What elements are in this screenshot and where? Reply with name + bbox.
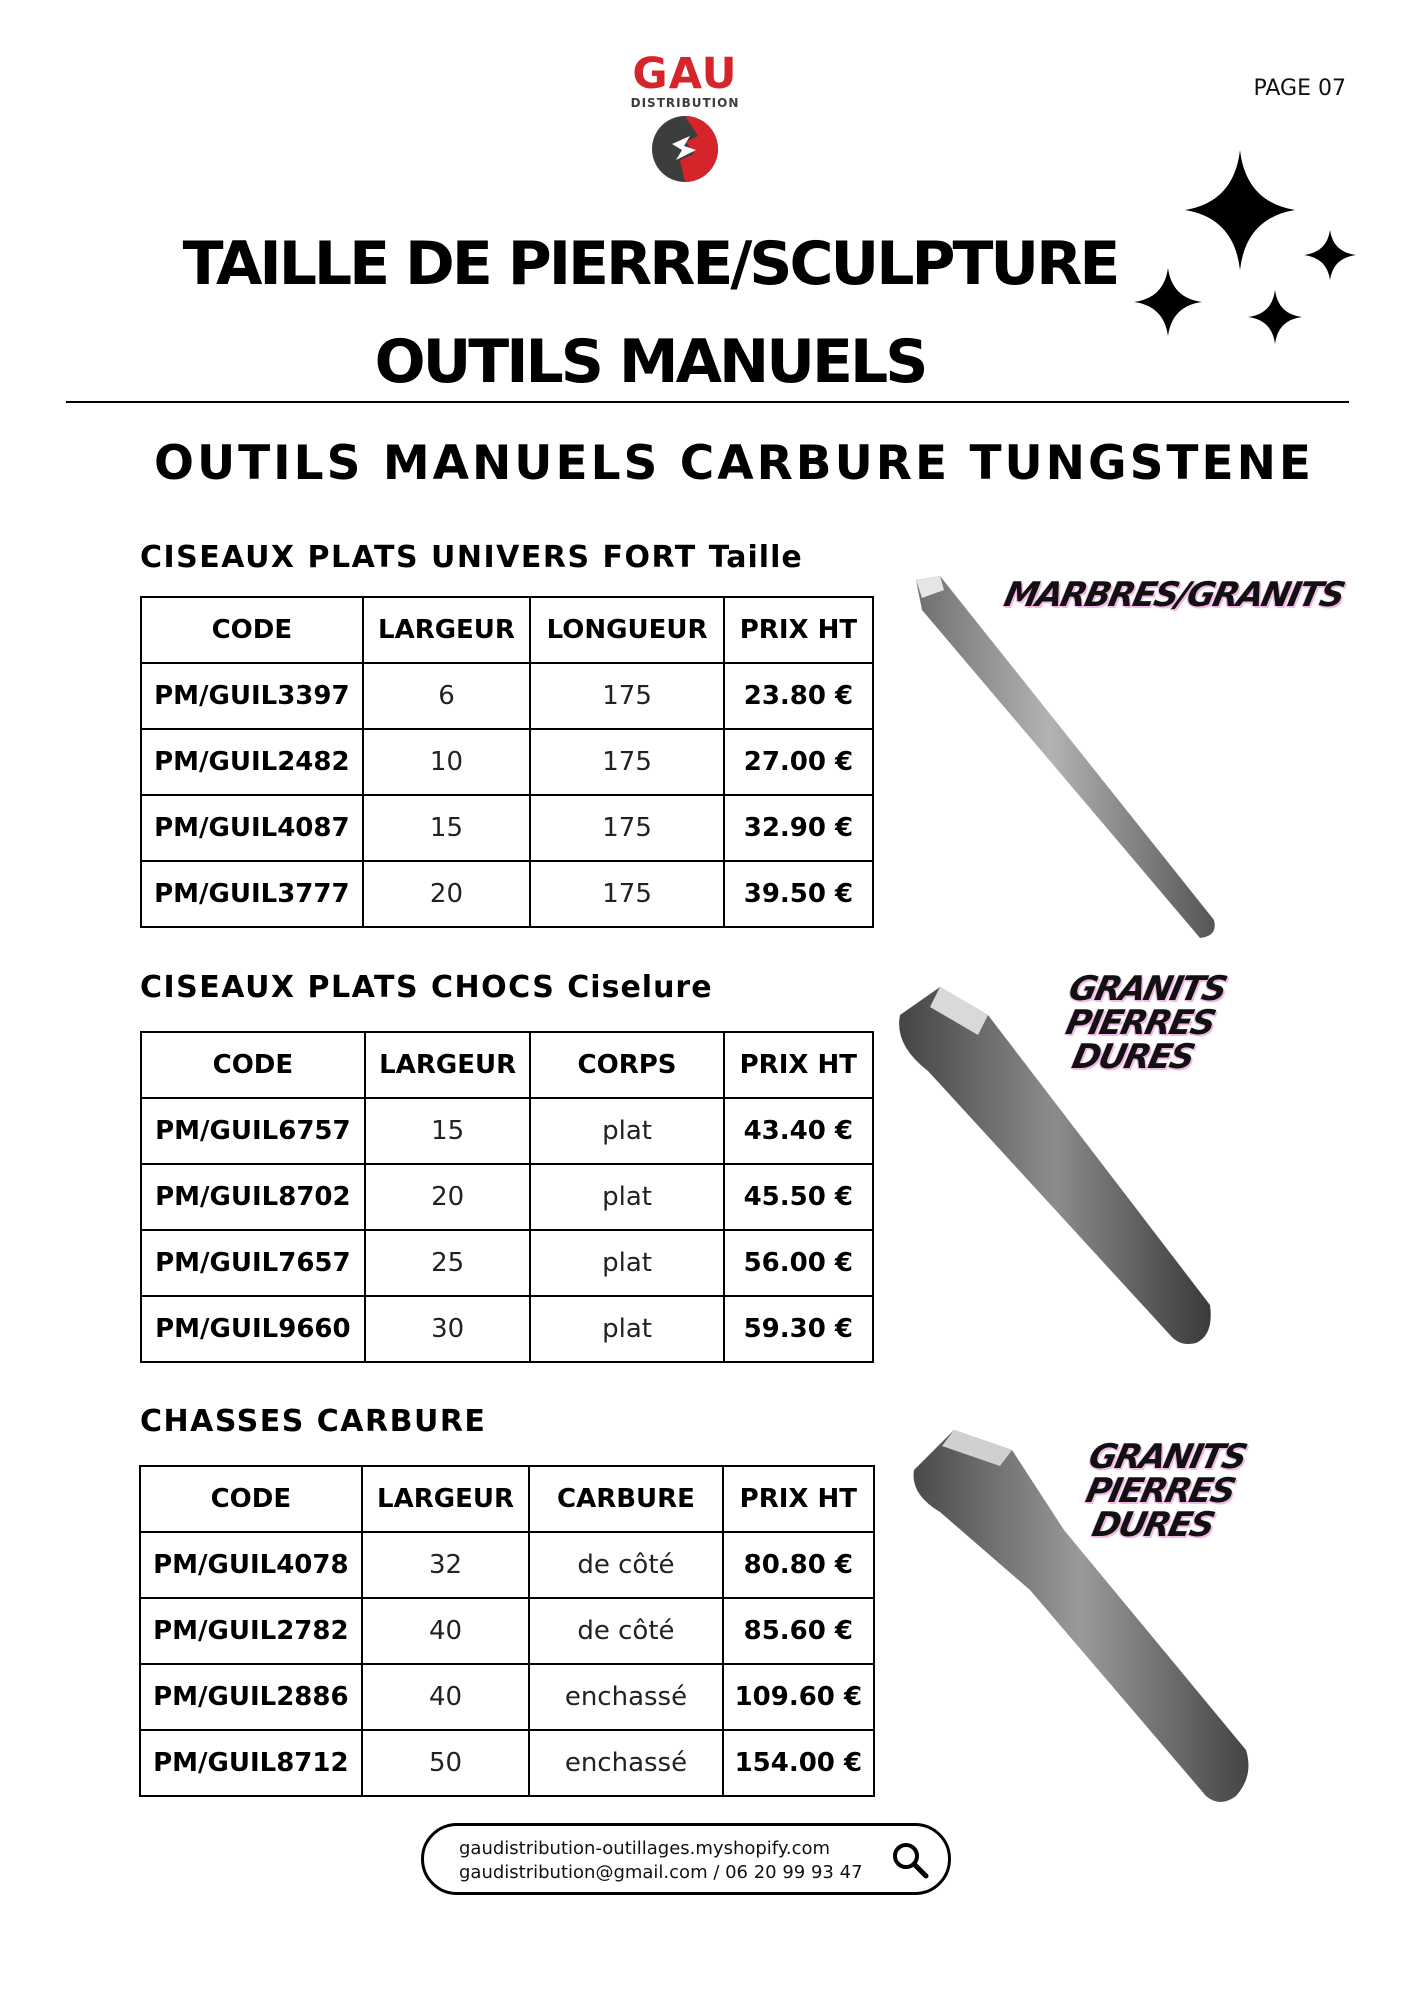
body-cell: plat <box>530 1098 723 1164</box>
table-row <box>141 1164 873 1230</box>
table-row <box>141 1296 873 1362</box>
price-cell: 80.80 € <box>723 1532 874 1598</box>
block-title-main: CISEAUX PLATS CHOCS <box>140 970 556 1005</box>
logo-subtext: DISTRIBUTION <box>630 96 740 110</box>
flat-chisel-image <box>900 560 1240 950</box>
column-header: CARBURE <box>529 1466 722 1532</box>
body-cell: plat <box>530 1230 723 1296</box>
table-header-row <box>140 1466 874 1532</box>
width-cell: 20 <box>365 1164 531 1230</box>
column-header: CORPS <box>530 1032 723 1098</box>
width-cell: 6 <box>363 663 531 729</box>
price-cell: 154.00 € <box>723 1730 874 1796</box>
block-title-ciseaux-chocs <box>140 970 713 1005</box>
material-tag <box>994 969 1286 1077</box>
table-row <box>141 1098 873 1164</box>
column-header: LONGUEUR <box>530 597 724 663</box>
material-tag <box>1014 1437 1306 1545</box>
body-cell: plat <box>530 1296 723 1362</box>
table-row <box>140 1532 874 1598</box>
table-row <box>141 663 873 729</box>
price-table-chasses <box>139 1465 875 1797</box>
product-code: PM/GUIL2482 <box>141 729 363 795</box>
logo-emblem-icon <box>650 114 720 184</box>
block-title-main: CHASSES CARBURE <box>140 1404 487 1439</box>
table-row <box>140 1664 874 1730</box>
product-code: PM/GUIL9660 <box>141 1296 365 1362</box>
product-code: PM/GUIL3777 <box>141 861 363 927</box>
length-cell: 175 <box>530 795 724 861</box>
price-cell: 85.60 € <box>723 1598 874 1664</box>
column-header: PRIX HT <box>724 1032 873 1098</box>
price-cell: 27.00 € <box>724 729 873 795</box>
product-code: PM/GUIL4087 <box>141 795 363 861</box>
product-code: PM/GUIL7657 <box>141 1230 365 1296</box>
block-title-tail: Ciselure <box>567 970 713 1005</box>
width-cell: 15 <box>363 795 531 861</box>
page-number: PAGE 07 <box>1253 76 1346 101</box>
block-title-main: CISEAUX PLATS UNIVERS FORT <box>140 540 697 575</box>
table-row <box>140 1730 874 1796</box>
price-cell: 56.00 € <box>724 1230 873 1296</box>
carbide-cell: de côté <box>529 1532 722 1598</box>
title-divider <box>66 401 1349 403</box>
table-row <box>141 861 873 927</box>
price-cell: 43.40 € <box>724 1098 873 1164</box>
width-cell: 32 <box>362 1532 530 1598</box>
material-tag <box>1000 575 1348 615</box>
table-row <box>141 1230 873 1296</box>
product-code: PM/GUIL6757 <box>141 1098 365 1164</box>
price-table-ciseaux-univers <box>140 596 874 928</box>
width-cell: 40 <box>362 1598 530 1664</box>
table-header-row <box>141 1032 873 1098</box>
column-header: PRIX HT <box>723 1466 874 1532</box>
column-header: CODE <box>141 1032 365 1098</box>
website-link[interactable]: gaudistribution-outillages.myshopify.com <box>459 1838 831 1859</box>
product-code: PM/GUIL8712 <box>140 1730 362 1796</box>
width-cell: 30 <box>365 1296 531 1362</box>
product-code: PM/GUIL4078 <box>140 1532 362 1598</box>
price-cell: 109.60 € <box>723 1664 874 1730</box>
column-header: LARGEUR <box>365 1032 531 1098</box>
logo-wordmark: GAU <box>632 49 738 99</box>
carbide-cell: enchassé <box>529 1730 722 1796</box>
width-cell: 15 <box>365 1098 531 1164</box>
section-heading: OUTILS MANUELS CARBURE TUNGSTENE <box>154 436 1315 491</box>
price-cell: 23.80 € <box>724 663 873 729</box>
carbide-cell: enchassé <box>529 1664 722 1730</box>
contact-info: gaudistribution@gmail.com / 06 20 99 93 47 <box>459 1862 863 1883</box>
body-cell: plat <box>530 1164 723 1230</box>
length-cell: 175 <box>530 729 724 795</box>
brand-logo <box>610 49 760 187</box>
column-header: PRIX HT <box>724 597 873 663</box>
table-row <box>141 729 873 795</box>
material-tag-line: PIERRES DURES <box>1082 1471 1238 1545</box>
price-cell: 39.50 € <box>724 861 873 927</box>
material-tag-line: PIERRES DURES <box>1062 1003 1218 1077</box>
carbide-cell: de côté <box>529 1598 722 1664</box>
width-cell: 20 <box>363 861 531 927</box>
block-title-tail: Taille <box>708 540 803 575</box>
footer-contact-box <box>421 1823 951 1895</box>
product-code: PM/GUIL2886 <box>140 1664 362 1730</box>
block-title-chasses <box>140 1404 486 1439</box>
column-header: CODE <box>140 1466 362 1532</box>
column-header: LARGEUR <box>362 1466 530 1532</box>
width-cell: 40 <box>362 1664 530 1730</box>
width-cell: 25 <box>365 1230 531 1296</box>
column-header: CODE <box>141 597 363 663</box>
page-title: TAILLE DE PIERRE/SCULPTURE <box>182 229 1118 299</box>
length-cell: 175 <box>530 663 724 729</box>
page-subtitle: OUTILS MANUELS <box>374 327 926 397</box>
table-row <box>141 795 873 861</box>
price-table-ciseaux-chocs <box>140 1031 874 1363</box>
product-code: PM/GUIL8702 <box>141 1164 365 1230</box>
column-header: LARGEUR <box>363 597 531 663</box>
material-tag-line: GRANITS <box>1065 969 1230 1009</box>
product-code: PM/GUIL2782 <box>140 1598 362 1664</box>
width-cell: 10 <box>363 729 531 795</box>
price-cell: 45.50 € <box>724 1164 873 1230</box>
price-cell: 32.90 € <box>724 795 873 861</box>
table-header-row <box>141 597 873 663</box>
length-cell: 175 <box>530 861 724 927</box>
material-tag-line: GRANITS <box>1085 1437 1250 1477</box>
search-icon[interactable] <box>890 1840 930 1880</box>
width-cell: 50 <box>362 1730 530 1796</box>
price-cell: 59.30 € <box>724 1296 873 1362</box>
product-code: PM/GUIL3397 <box>141 663 363 729</box>
material-tag-line: MARBRES/GRANITS <box>1000 575 1348 615</box>
block-title-ciseaux-univers <box>140 540 803 575</box>
table-row <box>140 1598 874 1664</box>
